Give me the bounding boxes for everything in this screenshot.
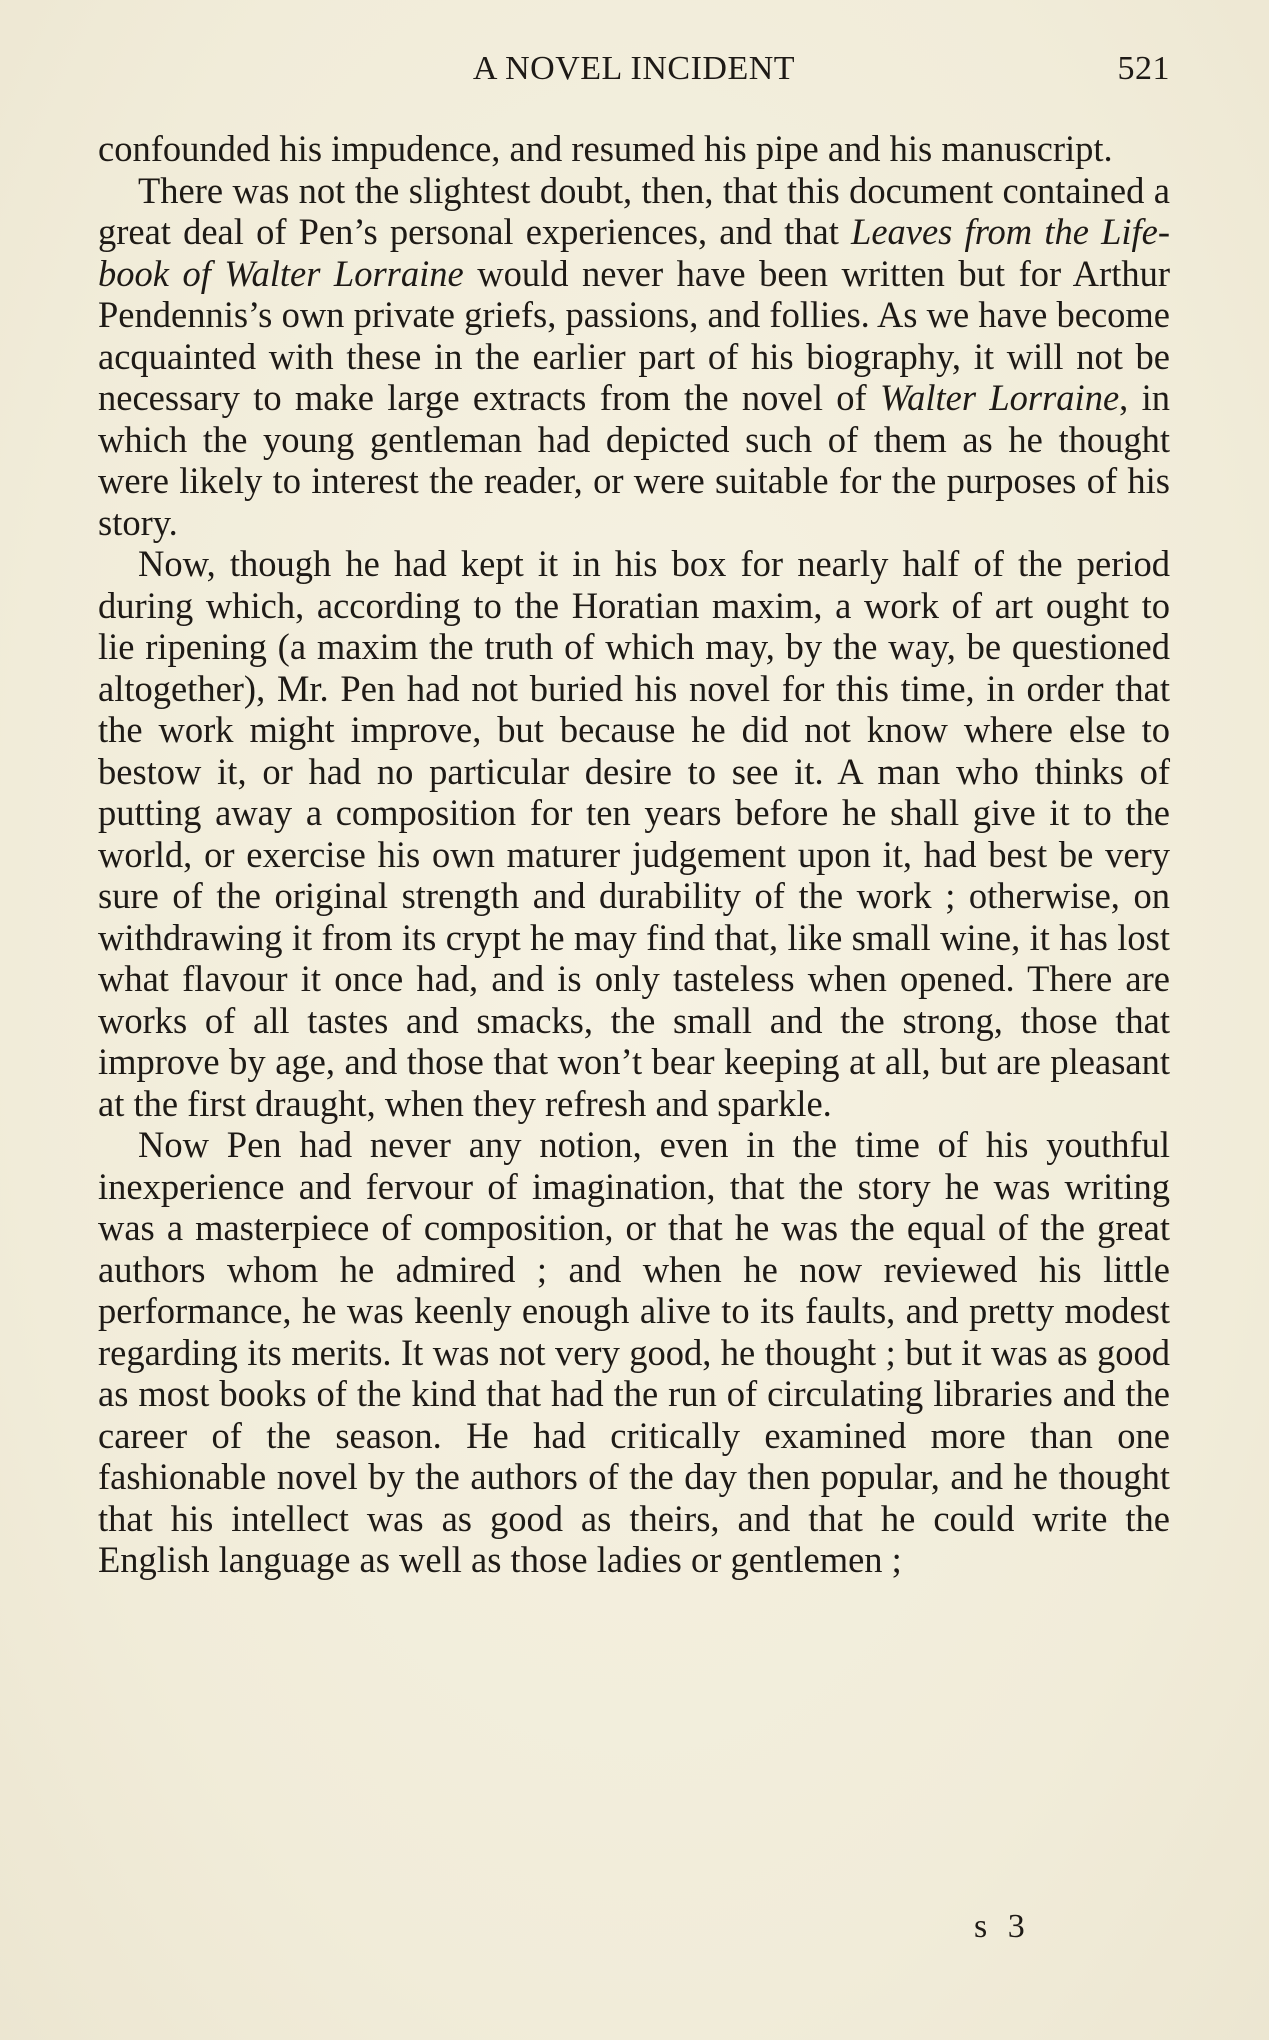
page-number: 521 bbox=[1117, 50, 1170, 87]
text-run: , in which the young gentleman had depicted such of them as he thought were likely to interest the reader, or were suitable for the purposes of his story. bbox=[98, 377, 1170, 543]
running-head bbox=[98, 50, 1170, 94]
running-title: A NOVEL INCIDENT bbox=[472, 50, 796, 87]
signature-mark: s 3 bbox=[974, 1908, 1031, 1945]
text-run: There was not the slightest doubt, then, that this document contained a great deal of Pen’s personal experiences, and that bbox=[98, 169, 1170, 252]
paragraph bbox=[98, 543, 1170, 1124]
text-run: Now Pen had never any notion, even in the time of his youthful inexperience and fervour of imagination, that the story he was writing was a masterpiece of composition, or that he was the equal of the great authors whom he admired ; and when he now reviewed his little performance, he was keenly enough alive to its faults, and pretty modest regarding its merits. It was not very good, he thought ; but it was as good as most books of the kind that had the run of circulating libraries and the career of the season. He had critically examined more than one fashionable novel by the authors of the day then popular, and he thought that his intellect was as good as theirs, and that he could write the English language as well as those ladies or gentlemen ; bbox=[98, 1124, 1170, 1580]
paragraph bbox=[98, 1124, 1170, 1581]
paragraph bbox=[98, 170, 1170, 544]
italic-title-run: Walter Lorraine bbox=[880, 377, 1120, 418]
paragraph bbox=[98, 128, 1170, 170]
text-run: Now, though he had kept it in his box for nearly half of the period during which, according to the Horatian maxim, a work of art ought to lie ripening (a maxim the truth of which may, by the way, be questioned altogether), Mr. Pen had not buried his novel for this time, in order that the work might improve, but because he did not know where else to bestow it, or had no particular desire to see it. A man who thinks of putting away a composition for ten years before he shall give it to the world, or exercise his own maturer judgement upon it, had best be very sure of the original strength and durability of the work ; otherwise, on withdrawing it from its crypt he may find that, like small wine, it has lost what flavour it once had, and is only tasteless when opened. There are works of all tastes and smacks, the small and the strong, those that improve by age, and those that won’t bear keeping at all, but are pleasant at the first draught, when they refresh and sparkle. bbox=[98, 543, 1170, 1124]
text-run: would never have been written but for Arthur Pendennis’s own private griefs, passions, and follies. As we have become acquainted with these in the earlier part of his biography, it will not be necessary to make large extracts from the novel of bbox=[98, 252, 1170, 418]
body-text bbox=[98, 128, 1170, 1581]
text-run: confounded his impudence, and resumed his pipe and his manuscript. bbox=[98, 128, 1113, 169]
italic-title-run: Leaves from the Life-book of Walter Lorraine bbox=[98, 211, 1171, 294]
